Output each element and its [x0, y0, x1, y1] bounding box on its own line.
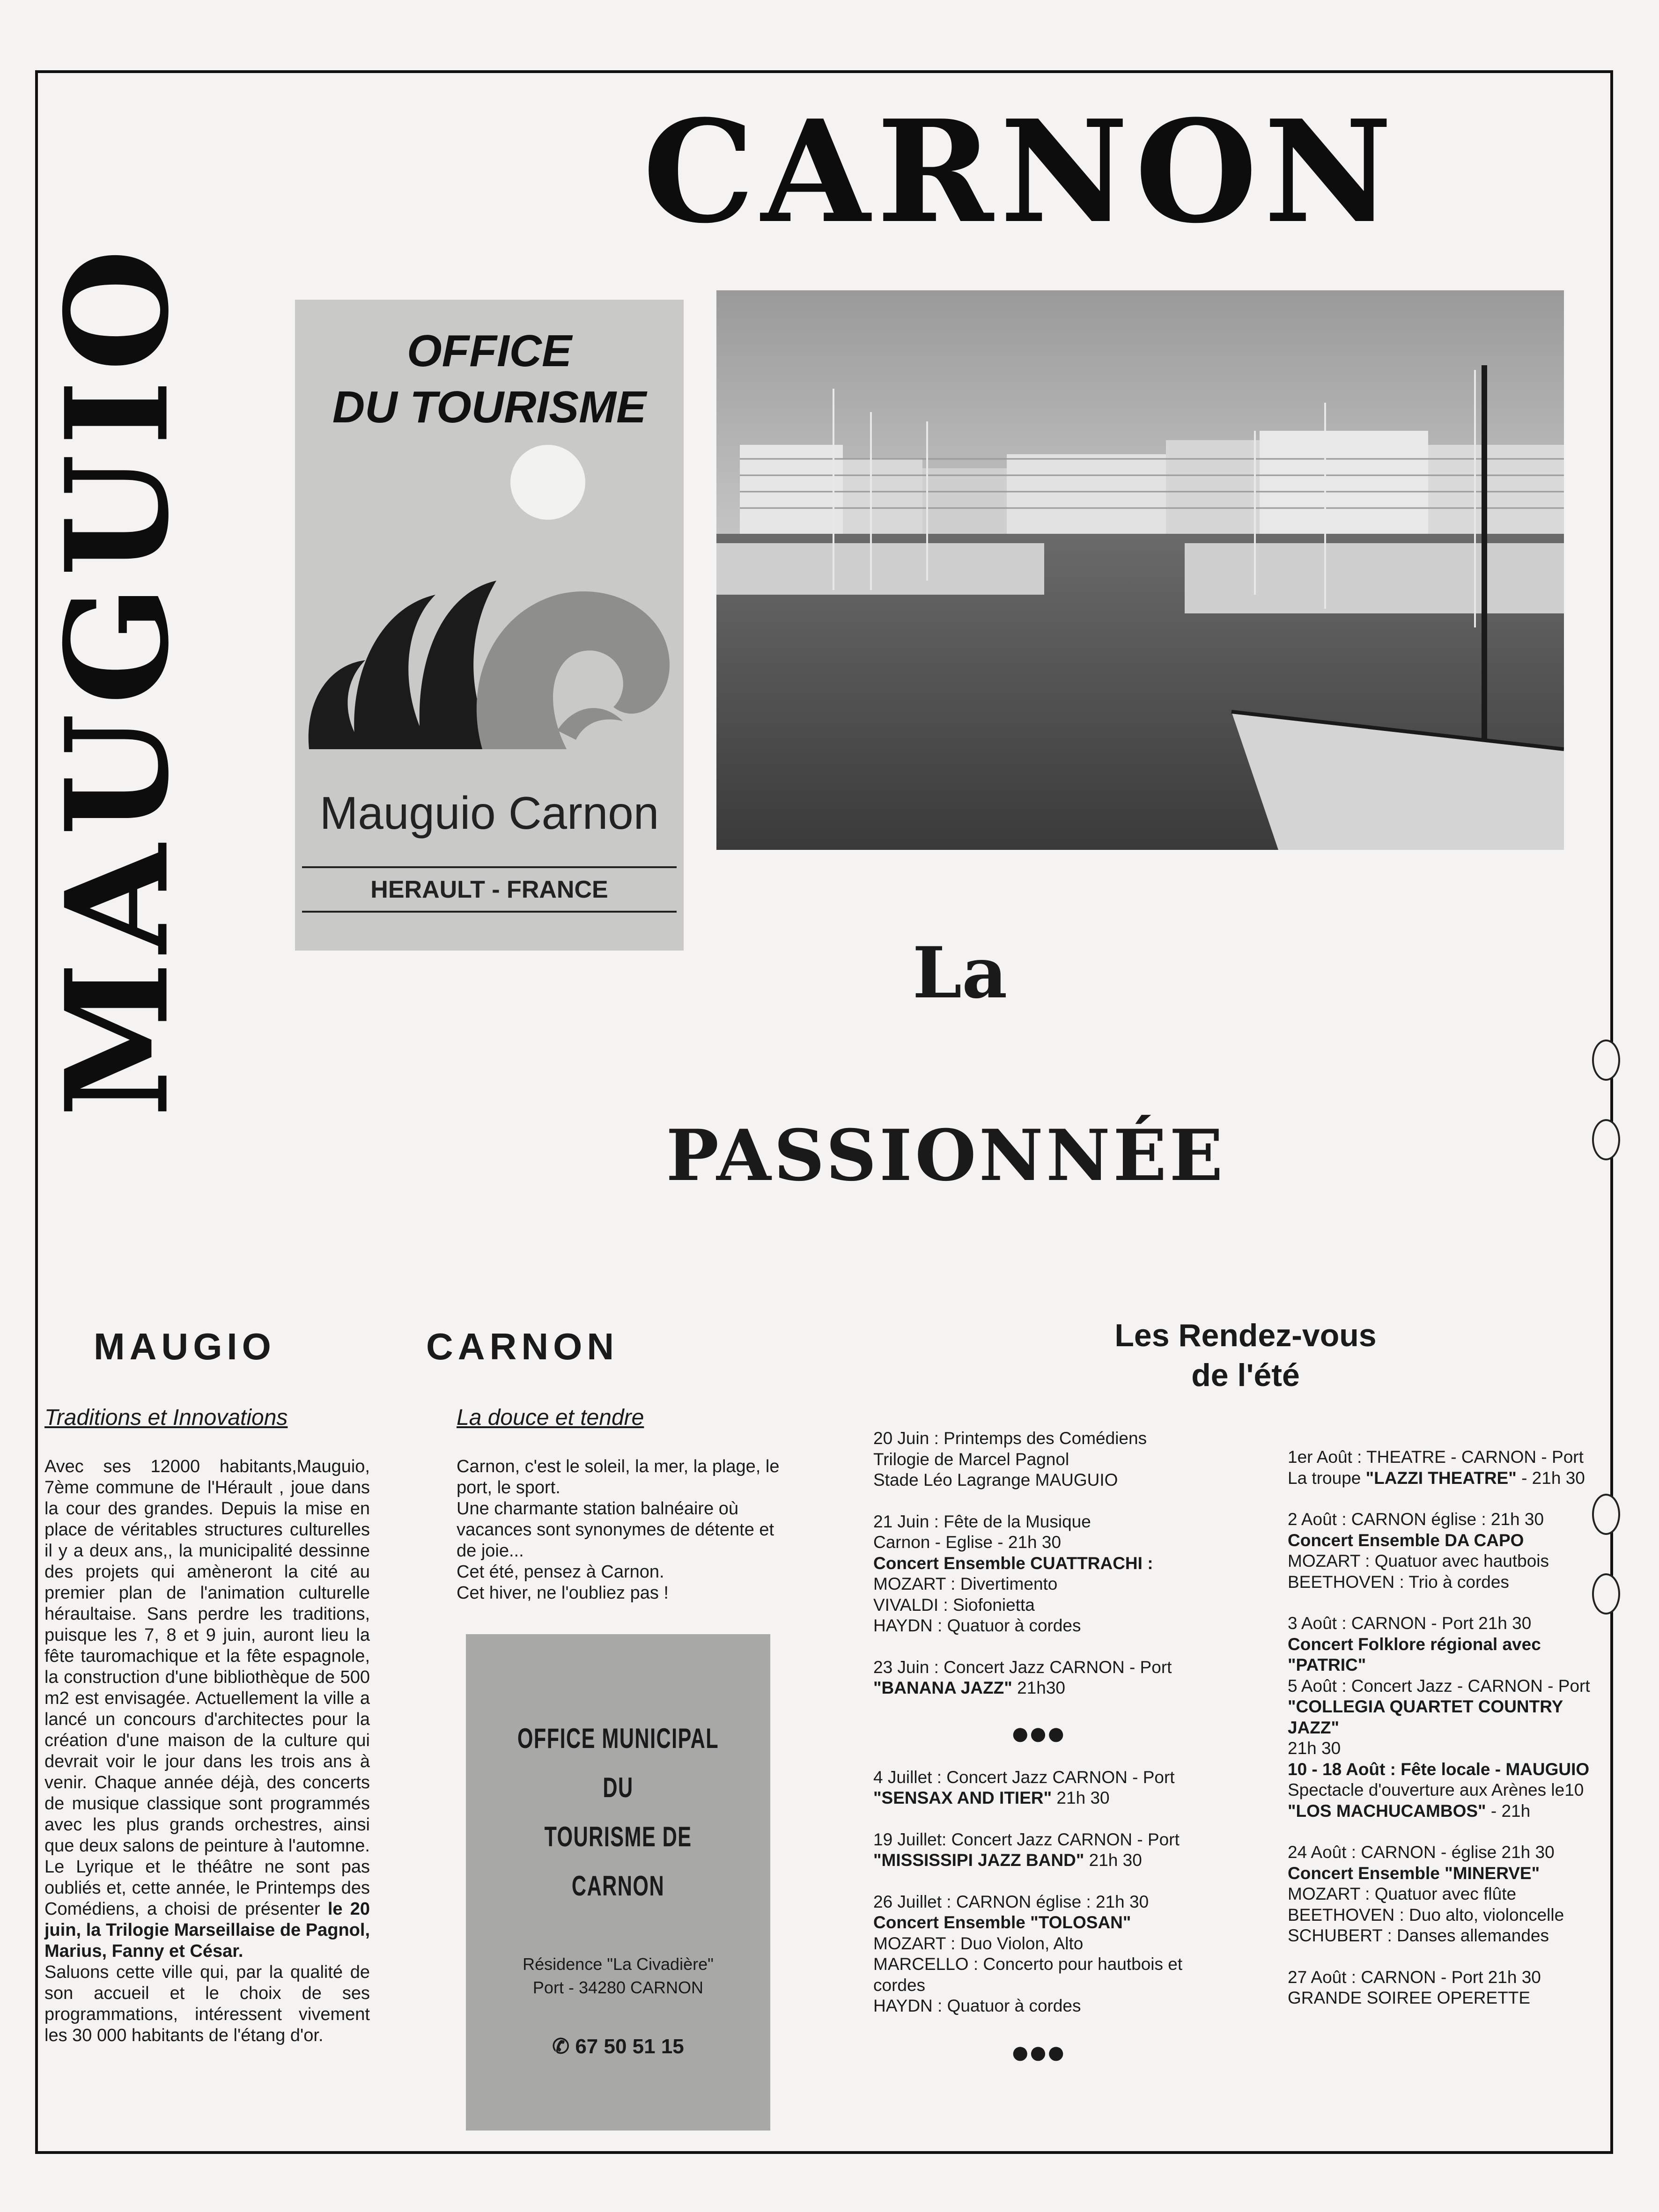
column2-line: Cet hiver, ne l'oubliez pas ! — [457, 1583, 669, 1603]
office-municipal-box — [466, 1634, 770, 2131]
event-line-bold: 10 - 18 Août : Fête locale - MAUGUIO — [1288, 1759, 1590, 1779]
event-line: 27 Août : CARNON - Port 21h 30 — [1288, 1967, 1541, 1987]
column1-subtitle: Traditions et Innovations — [44, 1405, 288, 1430]
office-line1: OFFICE MUNICIPAL — [517, 1723, 719, 1754]
logo-rule — [302, 866, 677, 868]
event-line-bold: "COLLEGIA QUARTET COUNTRY JAZZ" — [1288, 1697, 1563, 1737]
office-phone-number: 67 50 51 15 — [575, 2035, 684, 2058]
event-line: 1er Août : THEATRE - CARNON - Port — [1288, 1447, 1584, 1467]
event-time: 21h 30 — [1052, 1788, 1110, 1807]
event-time: 21h30 — [1012, 1678, 1065, 1697]
section-heading-maugio: MAUGIO — [94, 1326, 276, 1367]
event-line: 19 Juillet: Concert Jazz CARNON - Port — [873, 1829, 1180, 1849]
event-time: 21h 30 — [1288, 1739, 1341, 1758]
event-line: MARCELLO : Concerto pour hautbois et cordes — [873, 1954, 1183, 1995]
column2-subtitle: La douce et tendre — [457, 1405, 644, 1430]
event-line: MOZART : Divertimento — [873, 1574, 1058, 1593]
section-heading-carnon: CARNON — [426, 1326, 619, 1367]
column2-line: Carnon, c'est le soleil, la mer, la plage, le port, le sport. — [457, 1457, 780, 1497]
event-line: 4 Juillet : Concert Jazz CARNON - Port — [873, 1767, 1175, 1787]
event-time: 21h 30 — [1084, 1851, 1142, 1870]
event-line: GRANDE SOIREE OPERETTE — [1288, 1988, 1531, 2007]
logo-region: HERAULT - FRANCE — [370, 876, 608, 903]
event-line: BEETHOVEN : Duo alto, violoncelle — [1288, 1905, 1564, 1924]
office-address — [466, 1953, 770, 1999]
office-name — [509, 1714, 728, 1910]
office-line3: TOURISME DE CARNON — [544, 1821, 692, 1902]
tourism-logo — [295, 300, 684, 951]
side-title: MAUGUIO — [34, 241, 200, 1117]
event-line: 26 Juillet : CARNON église : 21h 30 — [873, 1892, 1149, 1911]
logo-line1: OFFICE — [407, 326, 572, 376]
event-line-bold: Concert Ensemble DA CAPO — [1288, 1530, 1524, 1550]
event-line: 5 Août : Concert Jazz - CARNON - Port — [1288, 1676, 1590, 1696]
event-line: 24 Août : CARNON - église 21h 30 — [1288, 1843, 1555, 1862]
column1-text — [44, 1456, 370, 2046]
event-line: HAYDN : Quatuor à cordes — [873, 1616, 1081, 1635]
events-heading-line2: de l'été — [1191, 1357, 1300, 1393]
harbour-photo-image — [716, 290, 1564, 850]
office-address1: Résidence "La Civadière" — [523, 1954, 714, 1974]
logo-name: Mauguio Carnon — [319, 787, 659, 839]
events-june-july — [873, 1428, 1201, 2068]
column2-line: Cet été, pensez à Carnon. — [457, 1562, 664, 1582]
event-line-bold: "LAZZI THEATRE" — [1365, 1468, 1517, 1488]
event-line-bold: Concert Ensemble CUATTRACHI : — [873, 1553, 1153, 1573]
events-heading — [1058, 1316, 1433, 1395]
event-line: Stade Léo Lagrange MAUGUIO — [873, 1470, 1118, 1489]
event-line: 3 Août : CARNON - Port 21h 30 — [1288, 1614, 1532, 1633]
punch-hole — [1592, 1119, 1620, 1160]
event-line-bold: Concert Ensemble "MINERVE" — [1288, 1863, 1540, 1883]
tagline-passionnee: PASSIONNÉE — [666, 1114, 1226, 1197]
event-line: Carnon - Eglise - 21h 30 — [873, 1533, 1062, 1552]
event-line: SCHUBERT : Danses allemandes — [1288, 1926, 1549, 1945]
event-line: MOZART : Duo Violon, Alto — [873, 1933, 1084, 1953]
wave-logo-icon — [295, 440, 684, 787]
event-line: 21 Juin : Fête de la Musique — [873, 1512, 1091, 1531]
event-line: MOZART : Quatuor avec hautbois — [1288, 1551, 1549, 1571]
logo-rule — [302, 911, 677, 913]
event-time: - 21h — [1486, 1801, 1531, 1821]
logo-line2: DU TOURISME — [332, 382, 647, 432]
event-line-bold: "BANANA JAZZ" — [873, 1678, 1012, 1697]
column2-text — [457, 1456, 784, 1604]
event-line-bold: "LOS MACHUCAMBOS" — [1288, 1801, 1486, 1821]
harbour-photo — [716, 290, 1564, 850]
events-heading-line1: Les Rendez-vous — [1114, 1318, 1377, 1353]
event-line: HAYDN : Quatuor à cordes — [873, 1996, 1081, 2015]
event-line-bold: Concert Ensemble "TOLOSAN" — [873, 1913, 1131, 1932]
tagline-la: La — [912, 932, 1008, 1014]
office-phone — [466, 2035, 770, 2058]
column1-text-b: Saluons cette ville qui, par la qualité de son accueil et le choix de ses programmations, intéressent vivement les 30 000 habitants de l'étang d'or. — [44, 1962, 370, 2045]
event-line: La troupe — [1288, 1468, 1366, 1488]
events-august — [1288, 1447, 1615, 2009]
column2-line: Une charmante station balnéaire où vacances sont synonymes de détente et de joie... — [457, 1499, 774, 1561]
separator-dots: ●●● — [1010, 1714, 1064, 1751]
office-line2: DU — [603, 1772, 634, 1803]
event-line: MOZART : Quatuor avec flûte — [1288, 1884, 1517, 1903]
phone-icon: ✆ — [552, 2035, 570, 2058]
event-line: 2 Août : CARNON église : 21h 30 — [1288, 1510, 1544, 1529]
punch-hole — [1592, 1040, 1620, 1081]
column1-text-bold: le 20 juin, la Trilogie Marseillaise de Pagnol, Marius, Fanny et César. — [44, 1899, 370, 1961]
event-line-bold: "MISSISSIPI JAZZ BAND" — [873, 1851, 1084, 1870]
event-line: 20 Juin : Printemps des Comédiens — [873, 1429, 1147, 1448]
separator-dots: ●●● — [1010, 2033, 1064, 2070]
main-title: CARNON — [642, 89, 1399, 254]
event-line: VIVALDI : Siofonietta — [873, 1595, 1035, 1615]
event-line: BEETHOVEN : Trio à cordes — [1288, 1572, 1509, 1592]
event-line: 23 Juin : Concert Jazz CARNON - Port — [873, 1657, 1172, 1677]
event-line-bold: "SENSAX AND ITIER" — [873, 1788, 1052, 1807]
event-line: Trilogie de Marcel Pagnol — [873, 1449, 1069, 1469]
office-address2: Port - 34280 CARNON — [532, 1978, 704, 1997]
column1-text-a: Avec ses 12000 habitants,Mauguio, 7ème commune de l'Hérault , joue dans la cour des grandes. Depuis la mise en place de véritables structures culturelles il y a deux ans,, la municipalité dessinne des projets qui amèneront la cité au premier plan de l'animation culturelle héraultaise. Sans perdre les traditions, puisque les 7, 8 et 9 juin, auront lieu la fête tauromachique et la fête espagnole, la construction d'une bibliothèque de 500 m2 est envisagée. Actuellement la ville a lancé un concours d'architectes pour la création d'une maison de la culture qui devrait voir le jour dans les trois ans à venir. Chaque année déjà, des concerts de musique classique sont programmés avec les plus grands orchestres, ainsi que deux salons de peinture à l'automne. Le Lyrique et le théâtre ne sont pas oubliés et, cette année, le Printemps des Comédiens, a choisi de présenter — [44, 1457, 370, 1919]
event-time: - 21h 30 — [1516, 1468, 1585, 1488]
event-line: Spectacle d'ouverture aux Arènes le10 — [1288, 1780, 1584, 1799]
event-line-bold: Concert Folklore régional avec "PATRIC" — [1288, 1634, 1541, 1674]
